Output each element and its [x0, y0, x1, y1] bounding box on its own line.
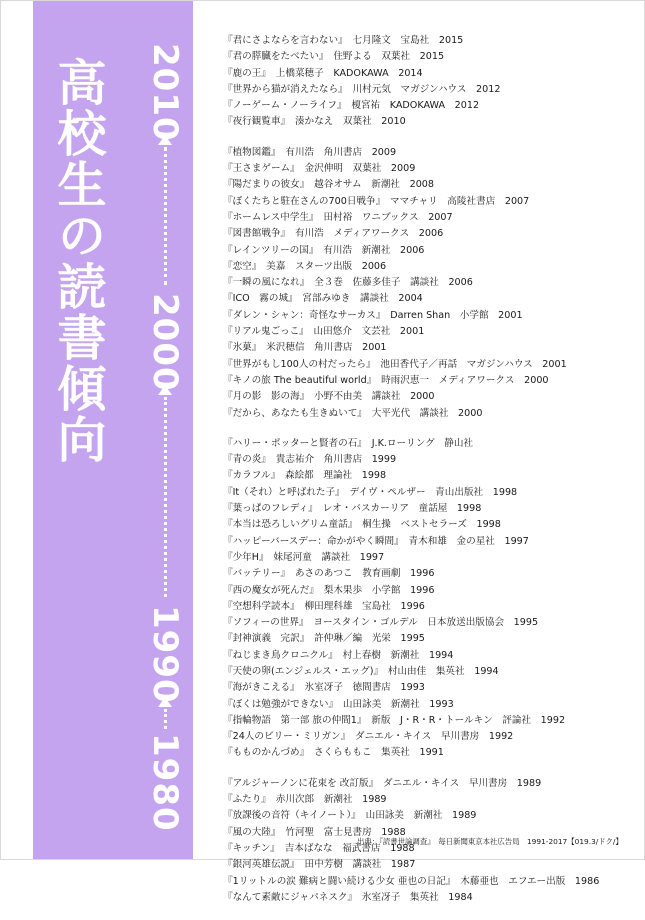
book-entry: 『放課後の音符（キイノート）』 山田詠美 新潮社 1989 [223, 810, 477, 822]
book-entry: 『指輪物語 第一部 旅の仲間1』 新版 J・R・R・トールキン 評論社 1992 [223, 714, 566, 726]
source-citation: 出典：『読書世論調査』 毎日新聞東京本社広告局 1991-2017【019.3/ドク/】 [357, 837, 623, 846]
book-entry: 『本当は恐ろしいグリム童話』 桐生操 ベストセラーズ 1998 [223, 519, 501, 531]
book-group-2000s [223, 145, 635, 422]
book-entry: 『ホームレス中学生』 田村裕 ワニブックス 2007 [223, 211, 453, 223]
book-entry: 『鹿の王』 上橋菜穂子 KADOKAWA 2014 [223, 67, 423, 79]
book-entry: 『封神演義 完訳』 許仲琳／編 光栄 1995 [223, 633, 425, 645]
book-entry: 『ICO 霧の城』 宮部みゆき 講談社 2004 [223, 293, 423, 305]
book-entry: 『氷菓』 米沢穂信 角川書店 2001 [223, 342, 387, 354]
book-entry: 『ダレン・シャン：奇怪なサーカス』 Darren Shan 小学館 2001 [223, 309, 523, 321]
year-label-1980: 1980 [145, 733, 185, 832]
year-label-2000: 2000 [145, 293, 185, 392]
book-entry: 『風の大陸』 竹河聖 富士見書房 1988 [223, 826, 406, 838]
book-list [223, 33, 635, 920]
book-entry: 『リアル鬼ごっこ』 山田悠介 文芸社 2001 [223, 326, 425, 338]
book-entry: 『王さまゲーム』 金沢伸明 双葉社 2009 [223, 163, 416, 175]
book-entry: 『だから、あなたも生きぬいて』 大平光代 講談社 2000 [223, 407, 483, 419]
book-entry: 『銀河英雄伝説』 田中芳樹 講談社 1987 [223, 859, 416, 871]
book-entry: 『少年H』 妹尾河童 講談社 1997 [223, 551, 385, 563]
book-group-1990s [223, 436, 635, 762]
book-entry: 『ふたり』 赤川次郎 新潮社 1989 [223, 794, 387, 806]
book-entry: 『ねじまき鳥クロニクル』 村上春樹 新潮社 1994 [223, 649, 454, 661]
book-entry: 『ハッピーバースデー：命かがやく瞬間』 青木和雄 金の星社 1997 [223, 535, 529, 547]
timeline-dotted-line-1980-1990 [164, 709, 167, 729]
timeline-arrow-1990 [158, 697, 172, 707]
book-entry: 『空想科学読本』 柳田理科雄 宝島社 1996 [223, 600, 425, 612]
book-entry: 『ソフィーの世界』 ヨースタイン・ゴルデル 日本放送出版協会 1995 [223, 617, 539, 629]
book-entry: 『もものかんづめ』 さくらももこ 集英社 1991 [223, 747, 444, 759]
book-entry: 『天使の卵(エンジェルス・エッグ)』 村山由佳 集英社 1994 [223, 665, 499, 677]
book-group-2010s [223, 33, 635, 131]
book-entry: 『西の魔女が死んだ』 梨木果歩 小学館 1996 [223, 584, 435, 596]
book-entry: 『キノの旅 The beautiful world』 時雨沢恵一 メディアワークス 2000 [223, 374, 549, 386]
timeline-dotted-line-1990-2000 [164, 397, 167, 597]
book-entry: 『ハリー・ポッターと賢者の石』 J.K.ローリング 静山社 [223, 437, 474, 449]
book-entry: 『葉っぱのフレディ』 レオ・バスカーリア 童話屋 1998 [223, 503, 482, 515]
book-entry: 『青の炎』 貴志祐介 角川書店 1999 [223, 454, 397, 466]
timeline-arrow-2010 [158, 135, 172, 145]
book-entry: 『レインツリーの国』 有川浩 新潮社 2006 [223, 244, 425, 256]
book-entry: 『バッテリー』 あさのあつこ 教育画劇 1996 [223, 568, 435, 580]
book-entry: 『なんて素敵にジャパネスク』 氷室冴子 集英社 1984 [223, 891, 473, 903]
sidebar-band [33, 1, 193, 859]
book-entry: 『ぼくたちと駐在さんの700日戦争』 ママチャリ 高陵社書店 2007 [223, 195, 530, 207]
book-entry: 『君の膵臓をたべたい』 住野よる 双葉社 2015 [223, 51, 445, 63]
timeline-arrow-2000 [158, 385, 172, 395]
book-entry: 『月の影 影の海』 小野不由美 講談社 2000 [223, 391, 435, 403]
book-entry: 『植物図鑑』 有川浩 角川書店 2009 [223, 146, 397, 158]
book-entry: 『カラフル』 森絵都 理論社 1998 [223, 470, 387, 482]
book-entry: 『ノーゲーム・ノーライフ』 榎宮祐 KADOKAWA 2012 [223, 100, 480, 112]
book-entry: 『1リットルの涙 難病と闘い続ける少女 亜也の日記』 木藤亜也 エフエー出版 1986 [223, 875, 600, 887]
page-title: 高校生の読書傾向 [50, 57, 107, 465]
book-entry: 『君にさよならを言わない』 七月隆文 宝島社 2015 [223, 35, 464, 46]
book-entry: 『ぼくは勉強ができない』 山田詠美 新潮社 1993 [223, 698, 454, 710]
book-entry: 『一瞬の風になれ』 全３巻 佐藤多佳子 講談社 2006 [223, 277, 473, 289]
book-entry: 『海がきこえる』 氷室冴子 徳間書店 1993 [223, 682, 425, 694]
book-entry: 『夜行観覧車』 湊かなえ 双葉社 2010 [223, 116, 406, 128]
year-label-2010: 2010 [145, 43, 185, 142]
book-entry: 『世界から猫が消えたなら』 川村元気 マガジンハウス 2012 [223, 83, 501, 95]
year-label-1990: 1990 [145, 605, 185, 704]
book-entry: 『図書館戦争』 有川浩 メディアワークス 2006 [223, 228, 444, 240]
timeline-dotted-line-2000-2010 [164, 147, 167, 285]
book-entry: 『24人のビリー・ミリガン』 ダニエル・キイス 早川書房 1992 [223, 731, 514, 743]
book-entry: 『It（それ）と呼ばれた子』 デイヴ・ペルザー 青山出版社 1998 [223, 486, 518, 498]
book-entry: 『陽だまりの彼女』 越谷オサム 新潮社 2008 [223, 179, 435, 191]
book-entry: 『世界がもし100人の村だったら』 池田香代子／再話 マガジンハウス 2001 [223, 358, 567, 370]
book-entry: 『キッチン』 吉本ばなな 福武書店 1988 [223, 842, 415, 854]
book-entry: 『アルジャーノンに花束を 改訂版』 ダニエル・キイス 早川書房 1989 [223, 777, 542, 789]
book-entry: 『恋空』 美嘉 スターツ出版 2006 [223, 260, 387, 272]
